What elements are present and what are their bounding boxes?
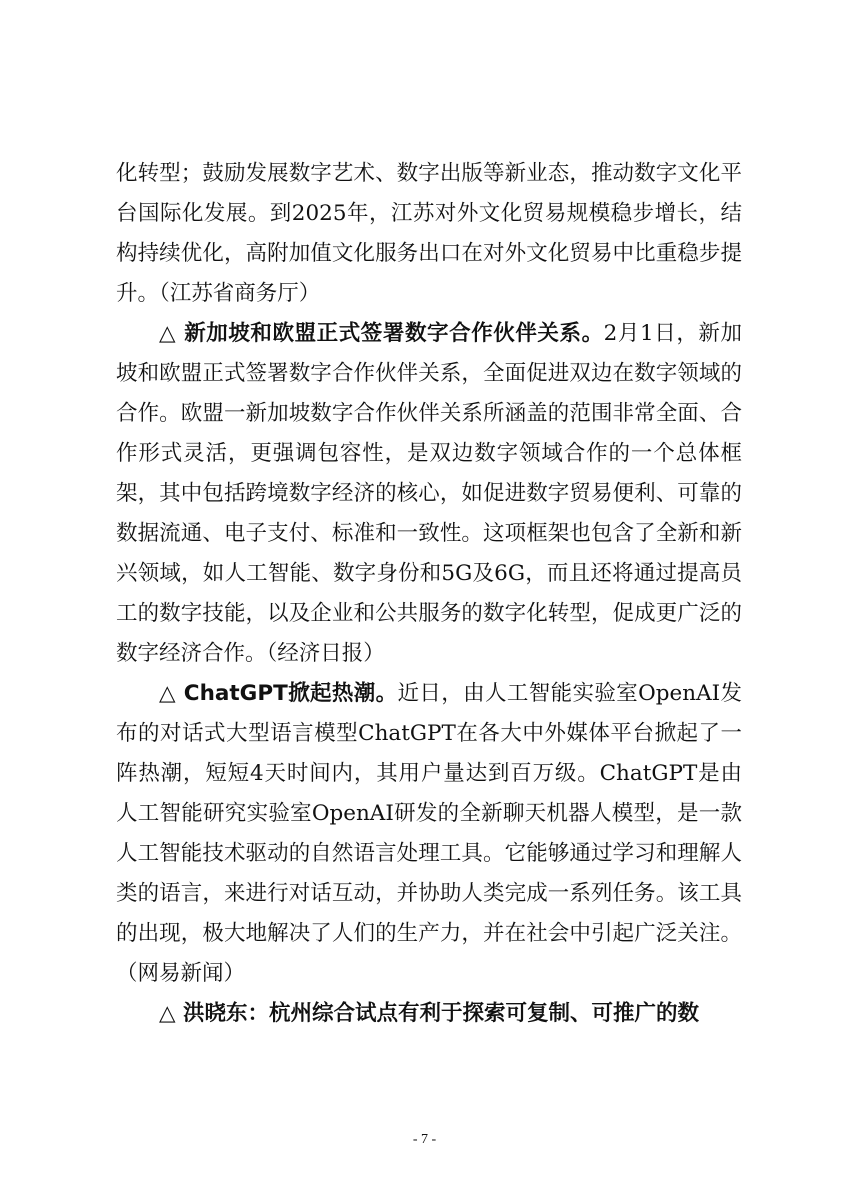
news-heading-text: ChatGPT掀起热潮。 xyxy=(183,681,398,706)
news-heading xyxy=(159,1001,699,1026)
body-text xyxy=(116,154,742,1034)
news-heading xyxy=(159,681,398,706)
news-heading-text: 洪晓东：杭州综合试点有利于探索可复制、可推广的数 xyxy=(183,1001,700,1026)
triangle-marker: △ xyxy=(159,1001,176,1026)
page-number: - 7 - xyxy=(412,1132,437,1147)
news-body: 近日，由人工智能实验室OpenAI发布的对话式大型语言模型ChatGPT在各大中外媒体平台掀起了一阵热潮，短短4天时间内，其用户量达到百万级。ChatGPT是由人工智能研究实验室OpenAI研发的全新聊天机器人模型，是一款人工智能技术驱动的自然语言处理工具。它能够通过学习和理解人类的语言，来进行对话互动，并协助人类完成一系列任务。该工具的出现，极大地解决了人们的生产力，并在社会中引起广泛关注。（网易新闻） xyxy=(116,681,742,986)
news-heading xyxy=(159,321,604,346)
news-item-singapore-eu xyxy=(116,314,742,674)
news-item-chatgpt xyxy=(116,674,742,994)
paragraph-text: 化转型；鼓励发展数字艺术、数字出版等新业态，推动数字文化平台国际化发展。到2025年，江苏对外文化贸易规模稳步增长，结构持续优化，高附加值文化服务出口在对外文化贸易中比重稳步提升。（江苏省商务厅） xyxy=(116,161,742,306)
news-body: 2月1日，新加坡和欧盟正式签署数字合作伙伴关系，全面促进双边在数字领域的合作。欧盟一新加坡数字合作伙伴关系所涵盖的范围非常全面、合作形式灵活，更强调包容性，是双边数字领域合作的一个总体框架，其中包括跨境数字经济的核心，如促进数字贸易便利、可靠的数据流通、电子支付、标准和一致性。这项框架也包含了全新和新兴领域，如人工智能、数字身份和5G及6G，而且还将通过提高员工的数字技能，以及企业和公共服务的数字化转型，促成更广泛的数字经济合作。（经济日报） xyxy=(116,321,742,666)
paragraph-continued xyxy=(116,154,742,314)
triangle-marker: △ xyxy=(159,321,177,346)
news-item-hangzhou xyxy=(116,994,742,1034)
triangle-marker: △ xyxy=(159,681,176,706)
news-heading-text: 新加坡和欧盟正式签署数字合作伙伴关系。 xyxy=(184,321,604,346)
